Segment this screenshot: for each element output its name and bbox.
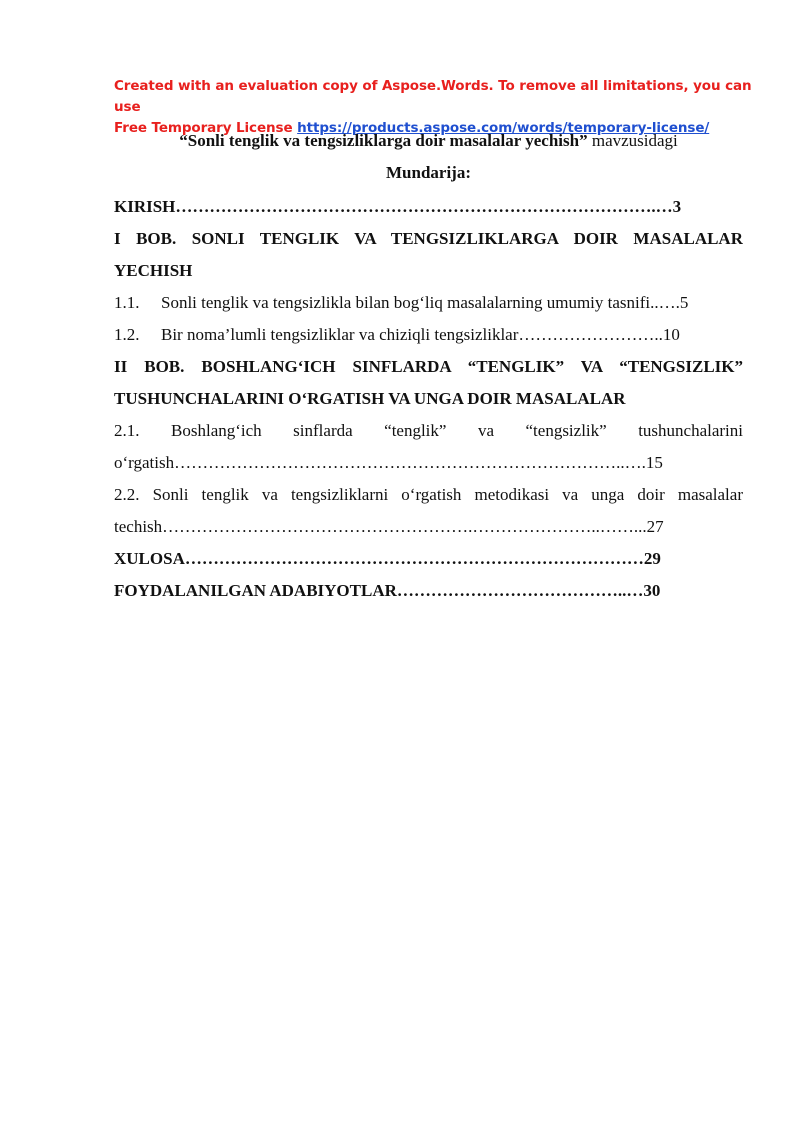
title-suffix: mavzusidagi	[587, 131, 678, 150]
watermark-license-text: Free Temporary License	[114, 120, 293, 136]
watermark-line-1: Created with an evaluation copy of Aspose.Words. To remove all limitations, you can use	[114, 78, 752, 115]
toc-heading: Mundarija:	[386, 163, 471, 182]
toc-entry-1-2	[114, 319, 743, 351]
toc-entry-text: Boshlang‘ich sinflarda “tenglik” va “tengsizlik” tushunchalarini	[171, 421, 743, 440]
toc-entry-text: Sonli tenglik va tengsizliklarni o‘rgatish metodikasi va unga doir masalalar	[152, 485, 743, 504]
toc-entry-number: 2.2.	[114, 485, 140, 504]
toc-entry-1-1	[114, 287, 743, 319]
toc-entry-number: 1.1.	[114, 293, 140, 312]
toc-entry-2-2-line-2: techish……………………………………………….…………………..……...27	[114, 517, 664, 536]
toc-entry-xulosa: XULOSA………………………………………………………………………29	[114, 549, 661, 568]
toc-entry-chapter-1-line-2: YECHISH	[114, 261, 193, 280]
temporary-license-link[interactable]: https://products.aspose.com/words/temporary-license/	[297, 120, 710, 136]
toc-entry-text: Bir noma’lumli tengsizliklar va chiziqli tengsizliklar……………………..10	[161, 325, 680, 344]
toc-entry-number: 1.2.	[114, 325, 140, 344]
toc-entry-kirish: KIRISH………………………………………………………………………….…3	[114, 197, 682, 216]
toc-entry-number: 2.1.	[114, 421, 140, 440]
toc-entry-chapter-2-line-2: TUSHUNCHALARINI O‘RGATISH VA UNGA DOIR MASALALAR	[114, 389, 626, 408]
document-title	[114, 127, 743, 155]
toc-entry-chapter-2-line-1: II BOB. BOSHLANG‘ICH SINFLARDA “TENGLIK” VA “TENGSIZLIK”	[114, 357, 743, 376]
toc-entry-2-2-line-1	[114, 479, 743, 511]
toc-entry-text: Sonli tenglik va tengsizlikla bilan bog‘liq masalalarning umumiy tasnifi..….5	[161, 293, 689, 312]
toc-entry-adabiyotlar: FOYDALANILGAN ADABIYOTLAR…………………………………..…30	[114, 581, 661, 600]
title-topic: “Sonli tenglik va tengsizliklarga doir masalalar yechish”	[179, 131, 588, 150]
document-body	[114, 127, 743, 607]
toc-entry-2-1-line-1	[114, 415, 743, 447]
toc-entry-2-1-line-2: o‘rgatish……………………………………………………………………..….15	[114, 453, 663, 472]
toc-entry-chapter-1-line-1: I BOB. SONLI TENGLIK VA TENGSIZLIKLARGA DOIR MASALALAR	[114, 229, 743, 248]
